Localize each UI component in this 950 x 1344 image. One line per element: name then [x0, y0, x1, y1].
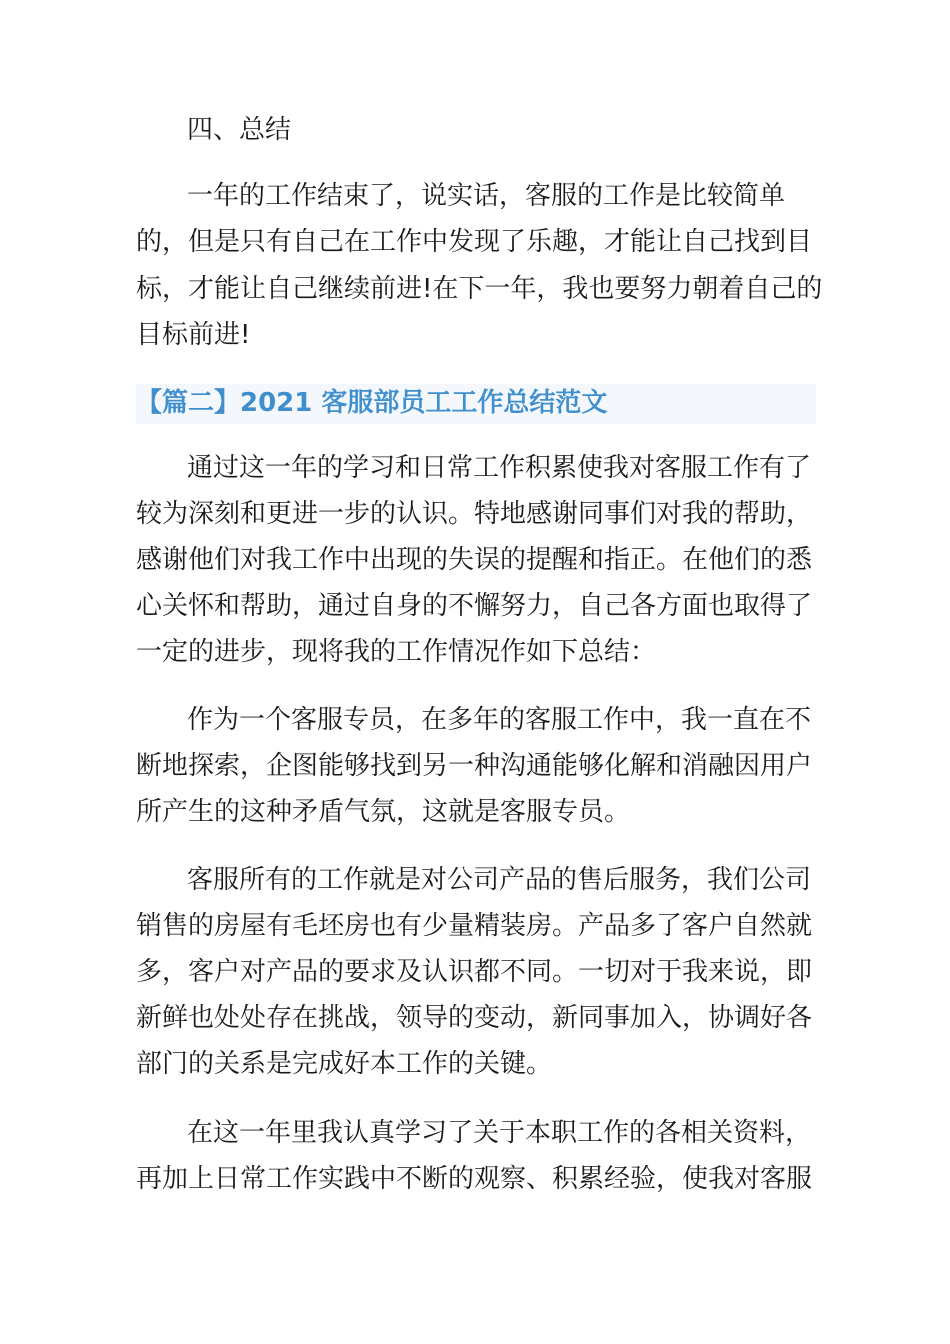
paragraph-line: 一定的进步，现将我的工作情况作如下总结：: [136, 637, 657, 667]
paragraph-line: 作为一个客服专员，在多年的客服工作中，我一直在不: [187, 705, 812, 735]
paragraph-line: 的，但是只有自己在工作中发现了乐趣，才能让自己找到目: [136, 227, 813, 257]
paragraph-line: 断地探索，企图能够找到另一种沟通能够化解和消融因用户: [136, 751, 813, 781]
paragraph-line: 销售的房屋有毛坯房也有少量精装房。产品多了客户自然就: [136, 911, 813, 941]
paragraph-line: 再加上日常工作实践中不断的观察、积累经验，使我对客服: [136, 1164, 813, 1194]
article-heading: 【篇二】2021 客服部员工工作总结范文: [136, 388, 608, 418]
paragraph-line: 一年的工作结束了，说实话，客服的工作是比较简单: [187, 181, 786, 211]
paragraph-line: 部门的关系是完成好本工作的关键。: [136, 1049, 553, 1079]
paragraph-line: 多，客户对产品的要求及认识都不同。一切对于我来说，即: [136, 957, 813, 987]
paragraph-line: 通过这一年的学习和日常工作积累使我对客服工作有了: [187, 453, 812, 483]
paragraph-line: 心关怀和帮助，通过自身的不懈努力，自己各方面也取得了: [136, 591, 813, 621]
paragraph-line: 目标前进!: [136, 320, 251, 350]
paragraph-line: 客服所有的工作就是对公司产品的售后服务，我们公司: [187, 865, 812, 895]
paragraph-line: 所产生的这种矛盾气氛，这就是客服专员。: [136, 797, 631, 827]
paragraph-line: 在这一年里我认真学习了关于本职工作的各相关资料，: [187, 1118, 812, 1148]
paragraph-line: 标，才能让自己继续前进!在下一年，我也要努力朝着自己的: [136, 274, 823, 304]
paragraph-line: 感谢他们对我工作中出现的失误的提醒和指正。在他们的悉: [136, 545, 813, 575]
section-heading: 四、总结: [187, 115, 292, 145]
paragraph-line: 新鲜也处处存在挑战，领导的变动，新同事加入，协调好各: [136, 1003, 813, 1033]
paragraph-line: 较为深刻和更进一步的认识。特地感谢同事们对我的帮助，: [136, 499, 813, 529]
